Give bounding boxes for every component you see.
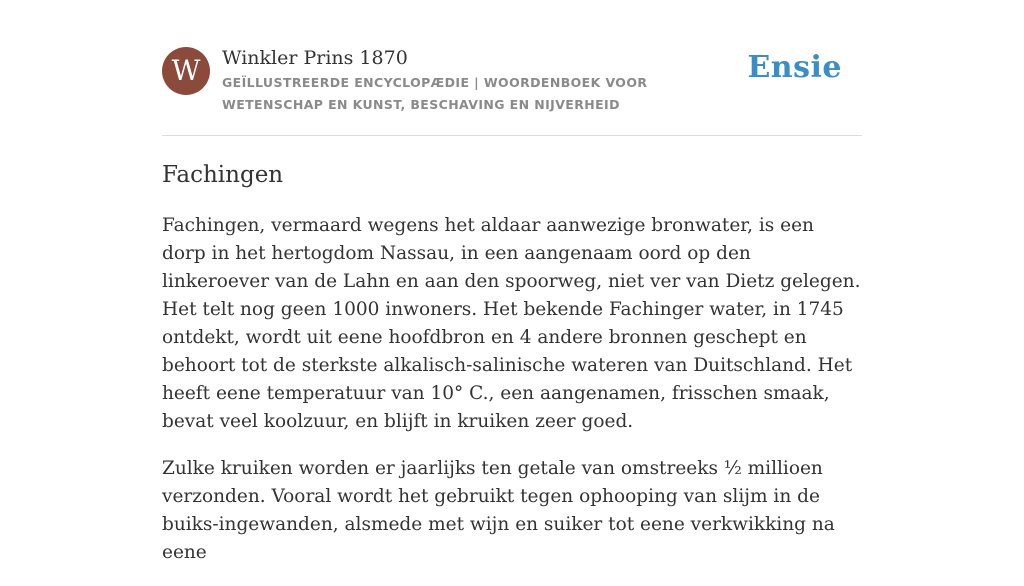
ensie-logo-link[interactable]: Ensie	[747, 50, 842, 85]
article-paragraph: Fachingen, vermaard wegens het aldaar aanwezige bronwater, is een dorp in het hertogdom Nassau, in een aangenaam oord op den linkeroever van de Lahn en aan den spoorweg, niet ver van Dietz gelegen. Het telt nog geen 1000 inwoners. Het bekende Fachinger water, in 1745 ontdekt, wordt uit eene hoofdbron en 4 andere bronnen geschept en behoort tot de sterkste alkalisch-salinische wateren van Duitschland. Het heeft eene temperatuur van 10° C., een aangenamen, frisschen smaak, bevat veel koolzuur, en blijft in kruiken zeer goed.	[162, 215, 861, 432]
source-header	[162, 44, 862, 124]
article-title: Fachingen	[162, 162, 284, 188]
header-divider	[162, 135, 862, 136]
source-avatar[interactable]: W	[162, 47, 210, 95]
source-title[interactable]: Winkler Prins 1870	[222, 47, 408, 69]
article-paragraph: Zulke kruiken worden er jaarlijks ten getale van omstreeks ½ millioen verzonden. Vooral wordt het gebruikt tegen ophooping van slijm in de buiks-ingewanden, alsmede met wijn en suiker tot eene verkwikking na eene	[162, 458, 835, 563]
source-subtitle: GEÏLLUSTREERDE ENCYCLOPÆDIE | WOORDENBOEK VOOR WETENSCHAP EN KUNST, BESCHAVING EN NIJVERHEID	[222, 75, 648, 112]
article-body	[162, 212, 862, 586]
